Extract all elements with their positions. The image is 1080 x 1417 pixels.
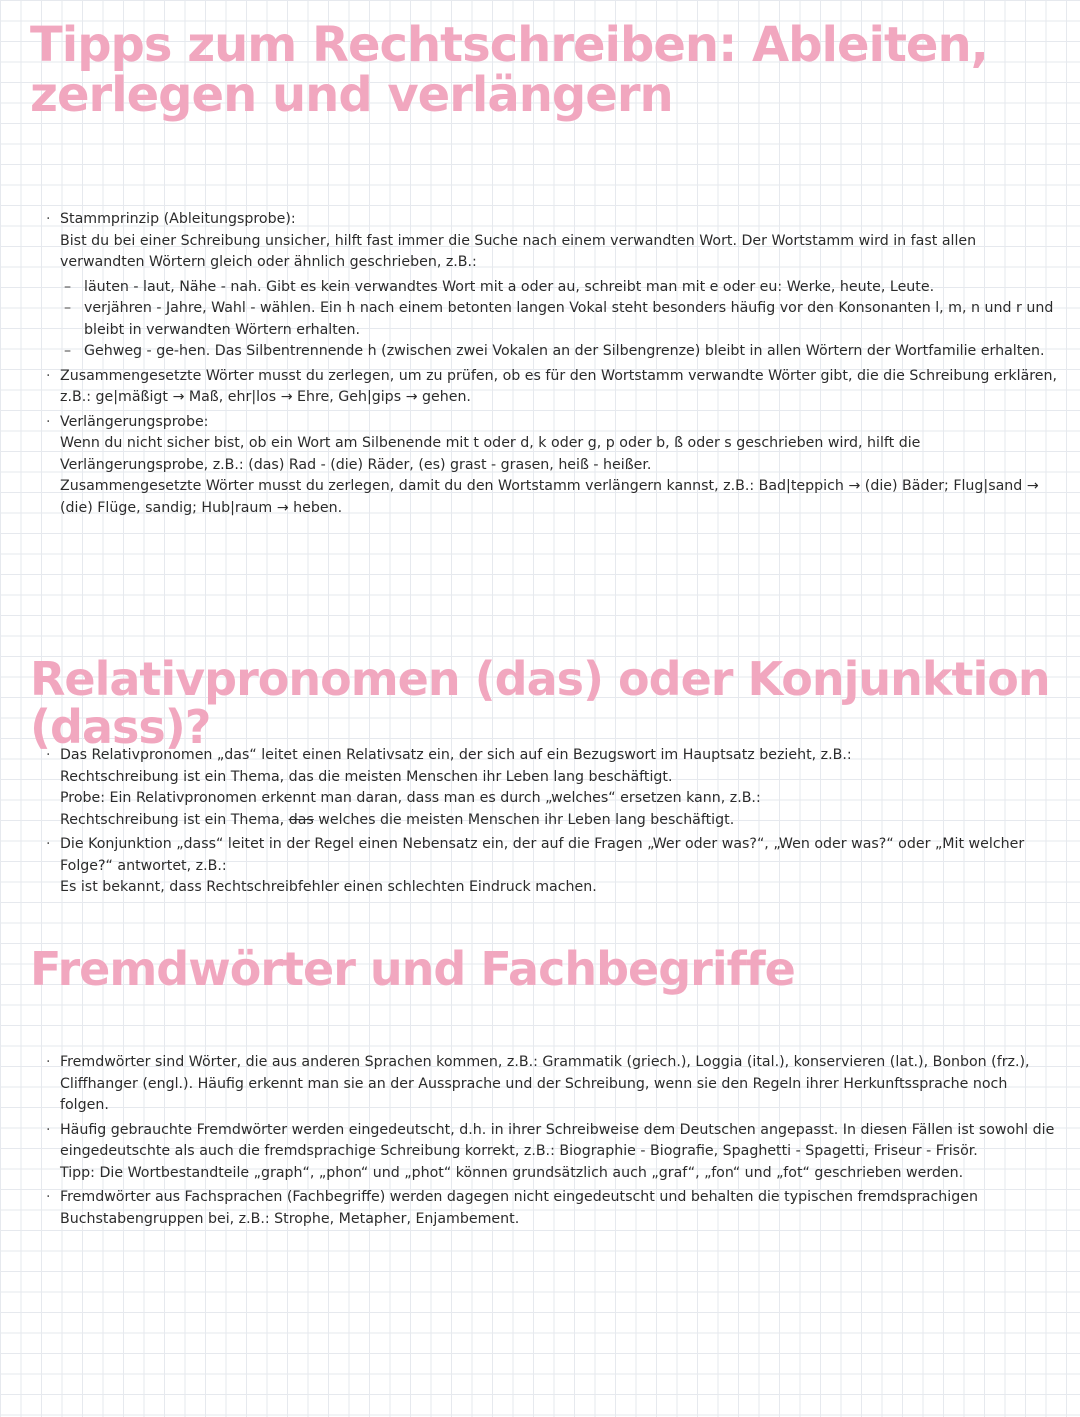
probe-example-part-a: Rechtschreibung ist ein Thema, bbox=[60, 811, 289, 828]
bullet-konjunktion bbox=[40, 834, 1060, 899]
verlaengerungsprobe-heading: · Verlängerungsprobe: bbox=[60, 413, 209, 430]
bullet-fachbegriffe: · Fremdwörter aus Fachsprachen (Fachbegriffe) werden dagegen nicht eingedeutscht und behalten die typischen fremdsprachigen Buchstabengruppen bei, z.B.: Strophe, Metapher, Enjambement. bbox=[40, 1187, 1060, 1230]
probe-example-struck: das bbox=[288, 811, 314, 828]
verlaengerungsprobe-zusammengesetzt: Zusammengesetzte Wörter musst du zerlegen, damit du den Wortstamm verlängern kannst, z.B.: Bad|teppich → (die) Bäder; Flug|sand → (die) Flüge, sandig; Hub|raum → heben. bbox=[60, 478, 1039, 516]
dash-item-laeuten: – läuten - laut, Nähe - nah. Gibt es kein verwandtes Wort mit a oder au, schreibt man mit e oder eu: Werke, heute, Leute. bbox=[40, 277, 1060, 299]
eingedeutscht-text: · Häufig gebrauchte Fremdwörter werden eingedeutscht, d.h. in ihrer Schreibweise dem Deutschen angepasst. In diesen Fällen ist sowohl die eingedeutschte als auch die fremdsprachige Schreibung korrekt, z.B.: Biographie - Biografie, Spaghetti - Spagetti, Friseur - Frisör. bbox=[60, 1121, 1055, 1159]
verlaengerungsprobe-text: Wenn du nicht sicher bist, ob ein Wort am Silbenende mit t oder d, k oder g, p oder b, ß oder s geschrieben wird, hilft die Verlängerungsprobe, z.B.: (das) Rad - (die) Räder, (es) grast - grasen, heiß - heißer. bbox=[60, 435, 921, 473]
title-fremdwoerter: Fremdwörter und Fachbegriffe bbox=[30, 942, 795, 996]
section-fremdwoerter bbox=[40, 1052, 1060, 1233]
bullet-eingedeutscht bbox=[40, 1120, 1060, 1185]
probe-text: Probe: Ein Relativpronomen erkennt man daran, dass man es durch „welches“ ersetzen kann, z.B.: bbox=[60, 790, 761, 806]
bullet-stammprinzip bbox=[40, 209, 1060, 274]
title-relativpronomen: Relativpronomen (das) oder Konjunktion (dass)? bbox=[30, 652, 1050, 755]
bullet-verlaengerungsprobe bbox=[40, 412, 1060, 520]
bullet-zerlegen: · Zusammengesetzte Wörter musst du zerlegen, um zu prüfen, ob es für den Wortstamm verwandte Wörter gibt, die die Schreibung erklären, z.B.: ge|mäßigt → Maß, ehr|los → Ehre, Geh|gips → gehen. bbox=[40, 366, 1060, 409]
title-rechtschreiben: Tipps zum Rechtschreiben: Ableiten, zerlegen und verlängern bbox=[30, 17, 988, 124]
stammprinzip-heading: · Stammprinzip (Ableitungsprobe): bbox=[60, 211, 296, 227]
section-relativpronomen bbox=[40, 745, 1060, 902]
tipp-text: Tipp: Die Wortbestandteile „graph“, „phon“ und „phot“ können grundsätzlich auch „graf“, „fon“ und „fot“ geschrieben werden. bbox=[60, 1164, 964, 1181]
probe-example-part-b: welches die meisten Menschen ihr Leben lang beschäftigt. bbox=[313, 811, 735, 828]
section-rechtschreiben bbox=[40, 209, 1060, 522]
dash-item-gehweg: – Gehweg - ge-hen. Das Silbentrennende h (zwischen zwei Vokalen an der Silbengrenze) bleibt in allen Wörtern der Wortfamilie erhalten. bbox=[40, 341, 1060, 363]
bullet-relativpronomen bbox=[40, 745, 1060, 831]
probe-example bbox=[60, 810, 1060, 832]
stammprinzip-text: Bist du bei einer Schreibung unsicher, hilft fast immer die Suche nach einem verwandten Wort. Der Wortstamm wird in fast allen verwandten Wörtern gleich oder ähnlich geschrieben, z.B.: bbox=[60, 232, 977, 270]
relativpronomen-text: · Das Relativpronomen „das“ leitet einen Relativsatz ein, der sich auf ein Bezugswort im Hauptsatz bezieht, z.B.: bbox=[60, 747, 852, 763]
konjunktion-text: · Die Konjunktion „dass“ leitet in der Regel einen Nebensatz ein, der auf die Fragen „Wer oder was?“, „Wen oder was?“ oder „Mit welcher Folge?“ antwortet, z.B.: bbox=[60, 836, 1025, 874]
relativpronomen-example: Rechtschreibung ist ein Thema, das die meisten Menschen ihr Leben lang beschäftigt. bbox=[60, 768, 673, 785]
dash-item-verjaehren: – verjähren - Jahre, Wahl - wählen. Ein h nach einem betonten langen Vokal steht besonders häufig vor den Konsonanten l, m, n und r und bleibt in verwandten Wörtern erhalten. bbox=[40, 298, 1060, 341]
bullet-fremdwoerter-definition: · Fremdwörter sind Wörter, die aus anderen Sprachen kommen, z.B.: Grammatik (griech.), Loggia (ital.), konservieren (lat.), Bonbon (frz.), Cliffhanger (engl.). Häufig erkennt man sie an der Aussprache und der Schreibung, wenn sie den Regeln ihrer Herkunftssprache noch folgen. bbox=[40, 1052, 1060, 1117]
konjunktion-example: Es ist bekannt, dass Rechtschreibfehler einen schlechten Eindruck machen. bbox=[60, 879, 597, 895]
